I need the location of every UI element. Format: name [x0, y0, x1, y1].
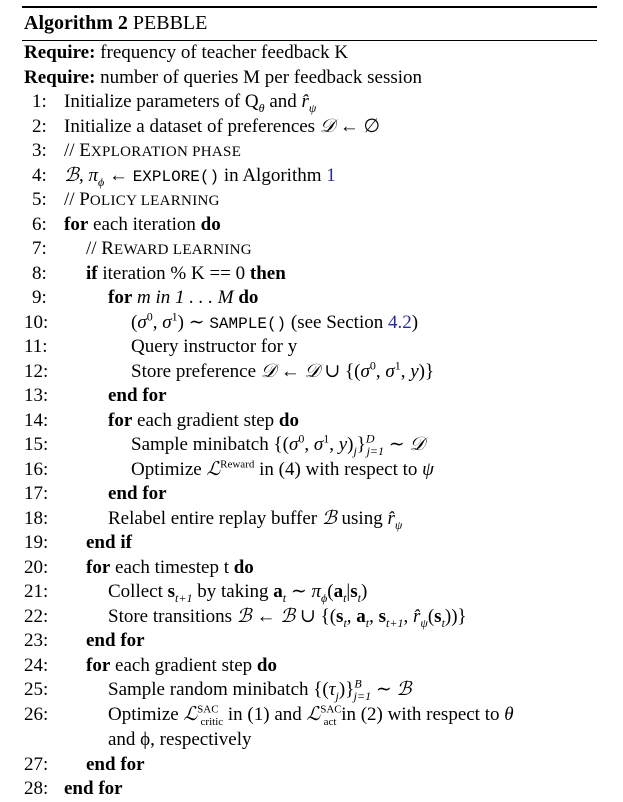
line-text: in Algorithm	[223, 165, 322, 186]
line-number: 17:	[24, 483, 49, 504]
line-number: 22:	[24, 606, 49, 627]
line-text: in (4) with respect to	[259, 459, 418, 480]
line-text: (see Section	[290, 312, 384, 333]
keyword: if	[86, 263, 98, 284]
line-text: Initialize a dataset of preferences	[64, 116, 316, 137]
keyword: do	[233, 557, 254, 578]
keyword: do	[278, 410, 299, 431]
keyword: end if	[86, 532, 132, 553]
line-text: )	[411, 312, 419, 333]
line-text: // E	[64, 140, 91, 161]
keyword: for	[86, 655, 111, 676]
keyword: for	[64, 214, 89, 235]
line-number: 16:	[24, 459, 49, 480]
keyword: then	[249, 263, 286, 284]
require-keyword: Require:	[24, 42, 96, 63]
line-text: Initialize parameters of Q	[64, 91, 259, 112]
line-number: 9:	[32, 287, 47, 308]
keyword: end for	[108, 483, 167, 504]
line-text: iteration % K == 0	[102, 263, 246, 284]
algorithm-link[interactable]: 1	[326, 165, 336, 186]
require-text: number of queries M per feedback session	[100, 67, 423, 88]
keyword: for	[108, 410, 133, 431]
keyword: end for	[86, 630, 145, 651]
keyword: for	[108, 287, 133, 308]
algorithm-name: PEBBLE	[132, 12, 208, 34]
line-number: 3:	[32, 140, 47, 161]
line-number: 14:	[24, 410, 49, 431]
line-text: Collect	[108, 581, 163, 602]
line-text: // P	[64, 189, 90, 210]
line-text: in (2) with respect to	[341, 704, 500, 725]
line-number: 18:	[24, 508, 49, 529]
line-text: Query instructor for y	[131, 336, 298, 357]
line-number: 28:	[24, 778, 49, 799]
line-text: act	[323, 715, 337, 728]
line-text: m in 1 . . . M	[137, 287, 234, 308]
line-number: 21:	[24, 581, 49, 602]
line-text: OLICY LEARNING	[89, 193, 220, 209]
line-text: and	[269, 91, 297, 112]
line-text: critic	[200, 715, 224, 728]
require-keyword: Require:	[24, 67, 96, 88]
algorithm-label: Algorithm 2	[24, 12, 128, 34]
line-number: 15:	[24, 434, 49, 455]
line-number: 7:	[32, 238, 47, 259]
line-text: Relabel entire replay buffer	[108, 508, 318, 529]
line-number: 4:	[32, 165, 47, 186]
line-number: 11:	[24, 336, 48, 357]
keyword: do	[256, 655, 277, 676]
line-text: Optimize	[131, 459, 202, 480]
section-link[interactable]: 4.2	[387, 312, 412, 333]
line-number: 10:	[24, 312, 49, 333]
line-number: 13:	[24, 385, 49, 406]
keyword: do	[200, 214, 221, 235]
line-number: 24:	[24, 655, 49, 676]
line-number: 25:	[24, 679, 49, 700]
line-text: Sample minibatch	[131, 434, 269, 455]
line-text: each gradient step	[137, 410, 275, 431]
line-text: in (1) and	[227, 704, 302, 725]
line-text: Sample random minibatch	[108, 679, 309, 700]
line-text: each gradient step	[115, 655, 253, 676]
line-text: Store transitions	[108, 606, 233, 627]
line-text: SAMPLE()	[209, 315, 287, 333]
line-text: XPLORATION PHASE	[90, 144, 242, 160]
line-text: EXPLORE()	[132, 168, 220, 186]
line-text: Store preference	[131, 361, 257, 382]
keyword: do	[238, 287, 259, 308]
line-text: using	[341, 508, 383, 529]
line-number: 12:	[24, 361, 49, 382]
line-text: Optimize	[108, 704, 179, 725]
line-text: SAC	[197, 703, 219, 716]
line-number: 6:	[32, 214, 47, 235]
keyword: end for	[108, 385, 167, 406]
require-text: frequency of teacher feedback K	[100, 42, 349, 63]
line-text: EWARD LEARNING	[113, 242, 252, 258]
line-text: each iteration	[93, 214, 196, 235]
line-text: and ϕ, respectively	[108, 729, 252, 750]
line-text: SAC	[320, 703, 342, 716]
line-number: 19:	[24, 532, 49, 553]
line-number: 20:	[24, 557, 49, 578]
line-number: 5:	[32, 189, 47, 210]
line-text: each timestep t	[115, 557, 229, 578]
line-number: 27:	[24, 754, 49, 775]
keyword: end for	[86, 754, 145, 775]
keyword: for	[86, 557, 111, 578]
line-text: Reward	[220, 458, 255, 471]
line-number: 26:	[24, 704, 49, 725]
line-text: // R	[86, 238, 114, 259]
top-rule	[22, 6, 597, 8]
line-number: 8:	[32, 263, 47, 284]
keyword: end for	[64, 778, 123, 799]
line-number: 23:	[24, 630, 49, 651]
algorithm-title	[24, 9, 207, 37]
line-number: 2:	[32, 116, 47, 137]
line-number: 1:	[32, 91, 47, 112]
line-text: by taking	[197, 581, 269, 602]
